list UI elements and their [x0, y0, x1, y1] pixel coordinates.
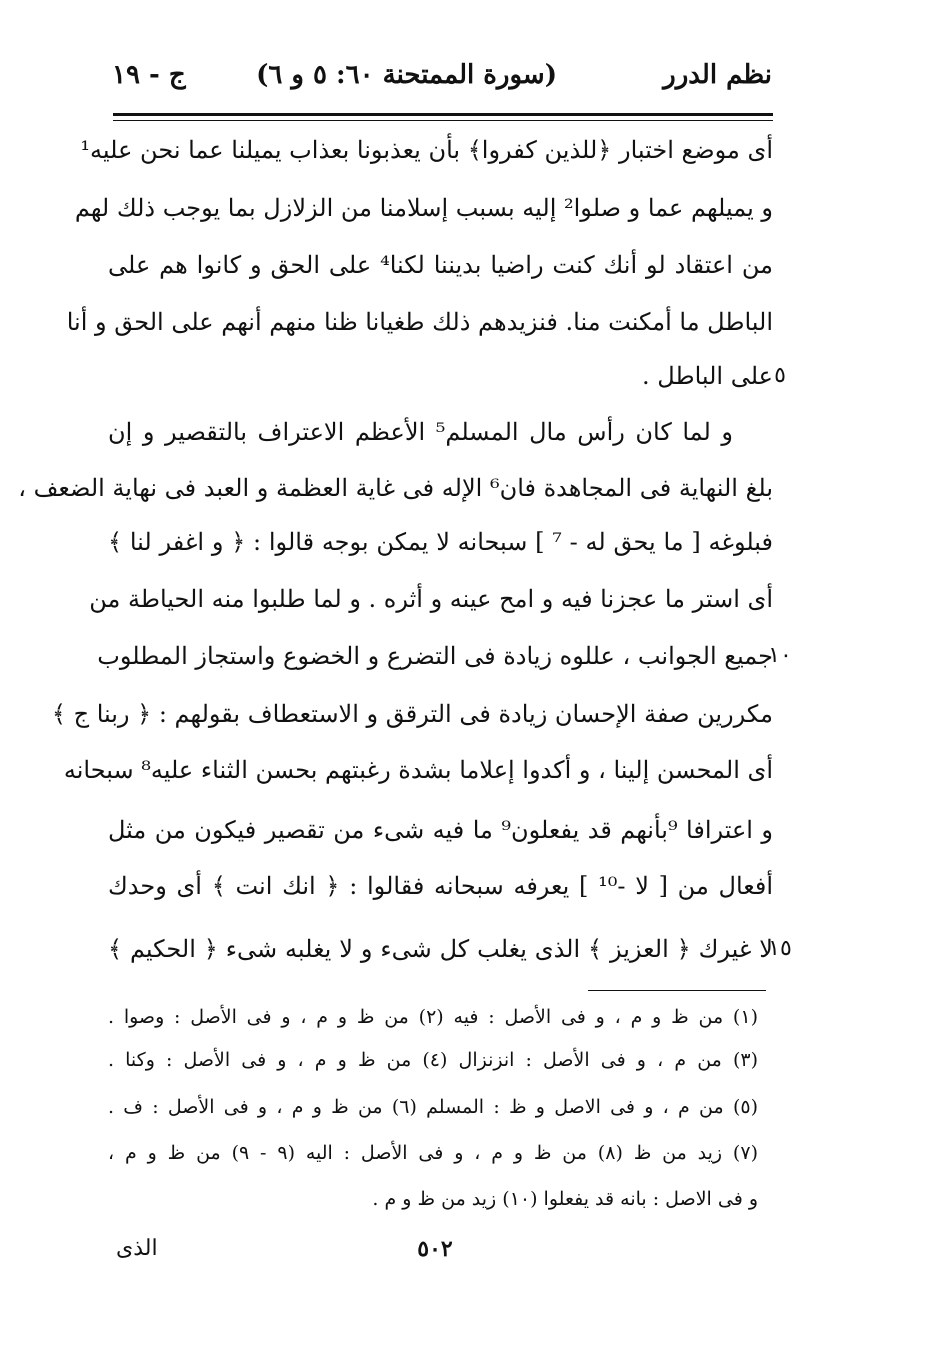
volume-label: ج - ١٩	[112, 60, 186, 90]
text-line-3: من اعتقاد لو أنك كنت راضيا بديننا لكنا⁴ على الحق و كانوا هم على	[108, 251, 773, 279]
footnote-line-1: (١) من ظ و م ، و فى الأصل : فيه (٢) من ظ و م ، و فى الأصل : وصوا .	[108, 1006, 758, 1028]
text-line-1: أى موضع اختبار ﴿للذين كفروا﴾ بأن يعذبونا بعذاب يميلنا عما نحن عليه¹	[80, 136, 773, 164]
page-number: ٥٠٢	[417, 1236, 453, 1262]
text-line-11: مكررين صفة الإحسان زيادة فى الترقق و الاستعطاف بقولهم : ﴿ ربنا ج ﴾	[51, 700, 773, 728]
text-line-8: فبلوغه [ ما يحق له - ⁷ ] سبحانه لا يمكن بوجه قالوا : ﴿ و اغفر لنا ﴾	[108, 528, 774, 556]
footnote-separator	[588, 990, 766, 991]
running-header	[100, 60, 772, 108]
footnote-line-3: (٥) من م ، و فى الاصل و ظ : المسلم (٦) من ظ و م ، و فى الأصل : ف .	[108, 1096, 758, 1118]
header-rule-thick	[113, 113, 773, 116]
text-line-2: و يميلهم عما و صلوا² إليه بسبب إسلامنا من الزلازل بما يوجب ذلك لهم	[74, 194, 773, 222]
text-line-12: أى المحسن إلينا ، و أكدوا إعلاما بشدة رغبتهم بحسن الثناء عليه⁸ سبحانه	[63, 756, 773, 784]
catchword: الذى	[116, 1236, 158, 1261]
line-number-5: ٥	[774, 363, 786, 388]
text-line-15: لا غيرك ﴿ العزيز ﴾ الذى يغلب كل شىء و لا يغلبه شىء ﴿ الحكيم ﴾	[108, 935, 773, 963]
footnote-line-4: (٧) زيد من ظ (٨) من ظ و م ، و فى الأصل : اليه (٩ - ٩) من ظ و م ،	[108, 1142, 758, 1164]
line-number-15: ١٥	[768, 936, 792, 961]
text-line-4: الباطل ما أمكنت منا. فنزيدهم ذلك طغيانا ظنا منهم أنهم على الحق و أنا	[66, 308, 773, 336]
text-line-14: أفعال من [ لا -¹⁰ ] يعرفه سبحانه فقالوا : ﴿ انك انت ﴾ أى وحدك	[108, 872, 773, 900]
text-line-6: و لما كان رأس مال المسلم⁵ الأعظم الاعتراف بالتقصير و إن	[108, 418, 733, 446]
text-line-10: جميع الجوانب ، عللوه زيادة فى التضرع و الخضوع واستجاز المطلوب	[97, 642, 773, 670]
text-line-5: على الباطل .	[642, 362, 773, 390]
line-number-10: ١٠	[768, 643, 792, 668]
text-line-7: بلغ النهاية فى المجاهدة فان⁶ الإله فى غاية العظمة و العبد فى نهاية الضعف ،	[18, 474, 773, 502]
footnote-line-5: و فى الاصل : بانه قد يفعلوا (١٠) زيد من ظ و م .	[372, 1188, 758, 1210]
header-rule-thin	[113, 120, 773, 121]
text-line-9: أى استر ما عجزنا فيه و امح عينه و أثره . و لما طلبوا منه الحياطة من	[89, 585, 773, 613]
footnote-line-2: (٣) من م ، و فى الأصل : انزنزال (٤) من ظ و م ، و فى الأصل : وكنا .	[108, 1049, 758, 1071]
book-title: نظم الدرر	[663, 60, 772, 90]
text-line-13: و اعترافا ⁹بأنهم قد يفعلون⁹ ما فيه شىء من تقصير فيكون من مثل	[108, 816, 773, 844]
surah-reference: (سورة الممتحنة ٦٠: ٥ و ٦)	[256, 60, 557, 90]
